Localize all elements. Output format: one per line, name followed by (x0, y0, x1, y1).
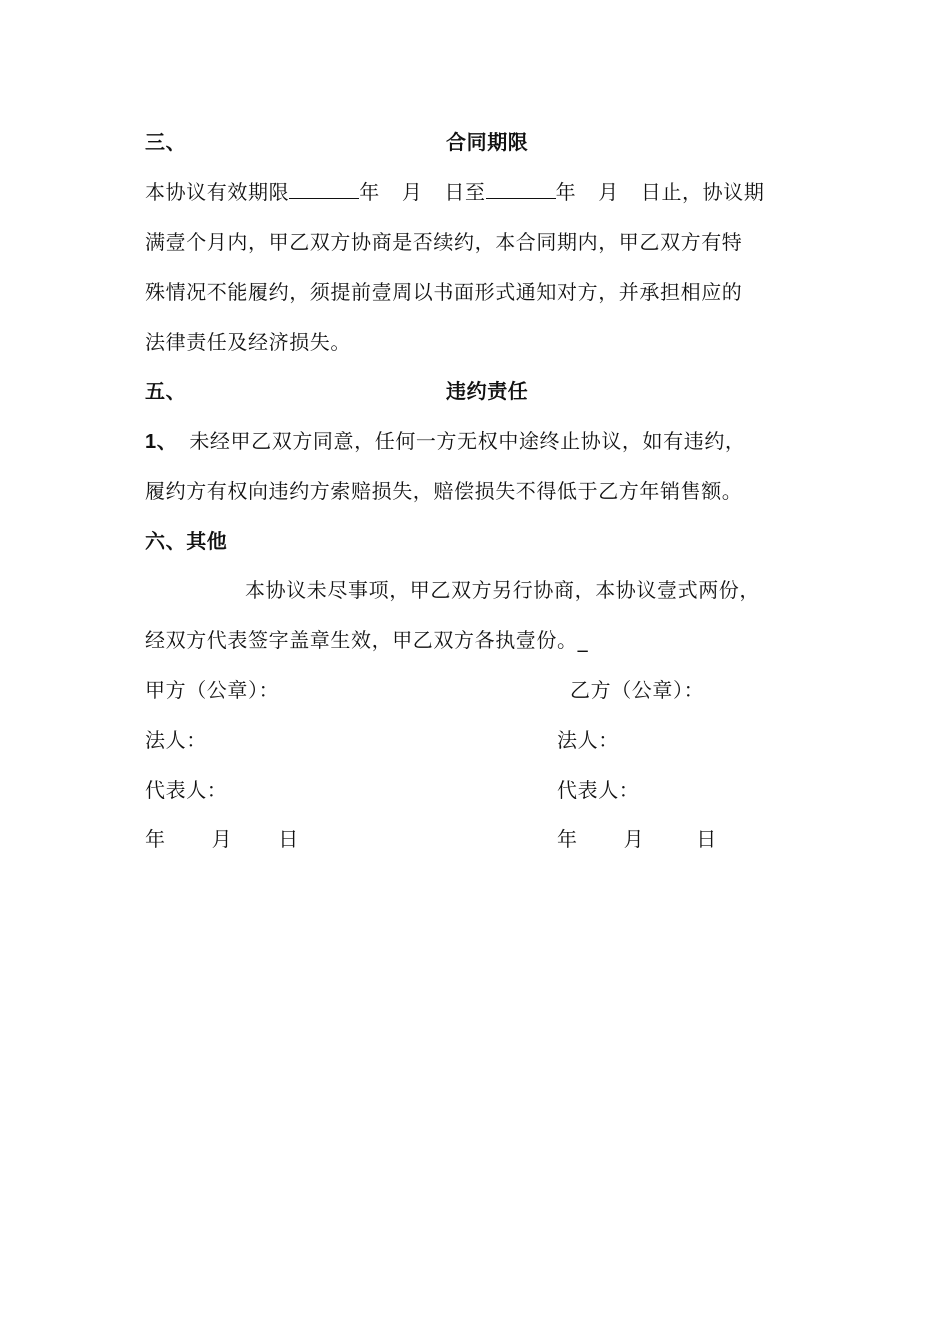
section3-line2: 满壹个月内，甲乙双方协商是否续约，本合同期内，甲乙双方有特 (145, 230, 743, 254)
text-fragment: 年 (359, 180, 380, 204)
date-day: 日 (278, 827, 299, 851)
section5-item1-line1 (145, 428, 746, 455)
item-number: 1、 (145, 431, 178, 453)
date-year: 年 (145, 827, 166, 851)
section6-line1: 本协议未尽事项，甲乙双方另行协商，本协议壹式两份， (245, 578, 760, 602)
text-fragment: 未经甲乙双方同意，任何一方无权中途终止协议，如有违约， (189, 429, 746, 453)
text-fragment: 日至 (444, 180, 486, 204)
date-month: 月 (211, 827, 233, 851)
section3-line1 (145, 179, 764, 205)
section6-line2: 经双方代表签字盖章生效，甲乙双方各执壹份。_ (145, 628, 589, 652)
party-b-rep: 代表人： (557, 778, 640, 802)
blank-line (486, 180, 556, 199)
section5-item1-line2: 履约方有权向违约方索赔损失，赔偿损失不得低于乙方年销售额。 (145, 479, 743, 503)
text-fragment: 本协议有效期限 (145, 180, 290, 204)
section6-heading: 六、其他 (145, 529, 228, 553)
section3-number: 三、 (145, 130, 187, 154)
party-b-legal: 法人： (557, 728, 619, 752)
party-b-date (557, 826, 717, 852)
party-b-seal: 乙方（公章）： (570, 678, 705, 702)
party-a-seal: 甲方（公章）： (145, 678, 280, 702)
date-year: 年 (557, 827, 578, 851)
text-fragment: 月 (598, 180, 619, 204)
section5-number: 五、 (145, 379, 187, 403)
blank-line (289, 180, 359, 199)
section5-title: 违约责任 (446, 379, 529, 403)
party-a-rep: 代表人： (145, 778, 228, 802)
text-fragment: 年 (555, 180, 577, 204)
date-day: 日 (696, 827, 717, 851)
text-fragment: 月 (401, 180, 423, 204)
date-month: 月 (623, 827, 645, 851)
text-fragment: 日止，协议期 (640, 180, 765, 204)
party-a-legal: 法人： (145, 728, 207, 752)
section3-line4: 法律责任及经济损失。 (145, 330, 351, 354)
section3-title: 合同期限 (446, 130, 529, 154)
section3-line3: 殊情况不能履约，须提前壹周以书面形式通知对方，并承担相应的 (145, 280, 743, 304)
party-a-date (145, 826, 299, 852)
